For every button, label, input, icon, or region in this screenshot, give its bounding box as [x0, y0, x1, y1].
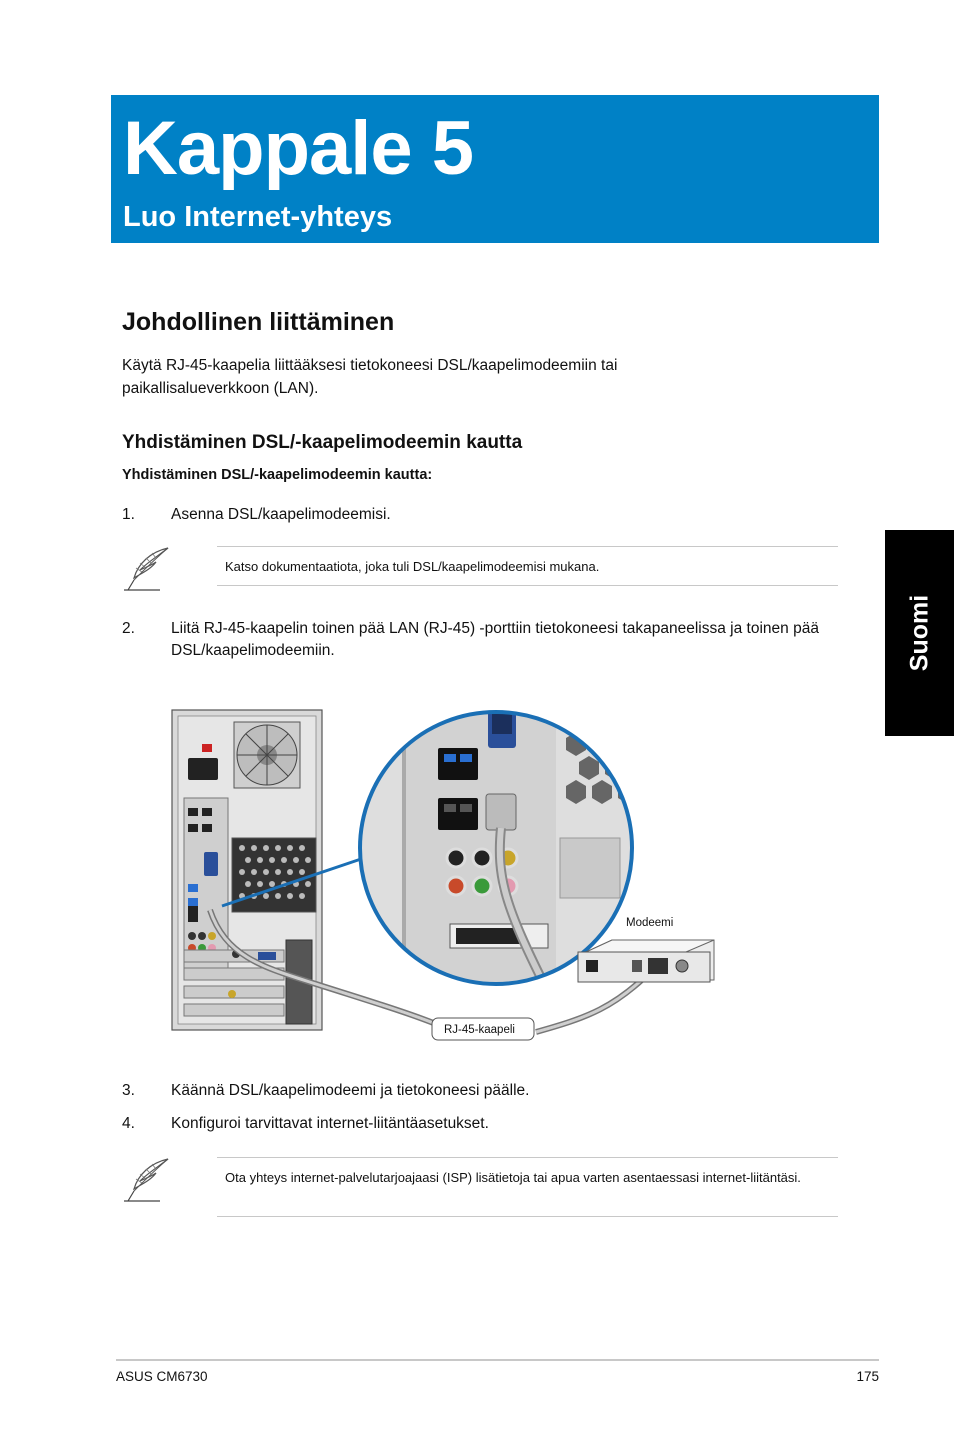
intro-paragraph: Käytä RJ-45-kaapelia liittääksesi tietokoneesi DSL/kaapelimodeemiin tai paikallisalueverkkoon (LAN).: [122, 357, 618, 397]
modem-label: Modeemi: [626, 917, 674, 929]
procedure-title: Yhdistäminen DSL/-kaapelimodeemin kautta:: [122, 467, 433, 483]
page-number: 175: [856, 1369, 879, 1384]
footer-product: ASUS CM6730: [116, 1369, 208, 1384]
step-number: 2.: [122, 620, 135, 637]
step-text: Konfiguroi tarvittavat internet-liitäntäasetukset.: [171, 1115, 489, 1132]
note-rule-bottom: [217, 1216, 838, 1217]
note-rule-top: [217, 546, 838, 547]
step-number: 1.: [122, 506, 135, 523]
pc-tower: [172, 710, 322, 1030]
chapter-title: Kappale 5: [123, 106, 474, 191]
note-text: Katso dokumentaatiota, joka tuli DSL/kaapelimodeemisi mukana.: [225, 559, 600, 574]
note-rule-bottom: [217, 585, 838, 586]
note-rule-top: [217, 1157, 838, 1158]
step-text: Käännä DSL/kaapelimodeemi ja tietokoneesi päälle.: [171, 1082, 530, 1099]
cable-label: RJ-45-kaapeli: [444, 1024, 515, 1036]
note-box-2: [120, 1155, 838, 1219]
step-text: Asenna DSL/kaapelimodeemisi.: [171, 506, 391, 523]
footer-rule: [116, 1359, 879, 1361]
language-tab: [885, 530, 954, 736]
step-number: 3.: [122, 1082, 135, 1099]
feather-pen-icon: [120, 1155, 176, 1207]
section-heading: Johdollinen liittäminen: [122, 308, 395, 336]
language-tab-label: Suomi: [905, 594, 933, 672]
step-number: 4.: [122, 1115, 135, 1132]
chapter-banner: [111, 95, 879, 243]
pc-to-modem-illustration: [166, 688, 716, 1048]
feather-pen-icon: [120, 544, 176, 596]
chapter-subtitle: Luo Internet-yhteys: [123, 201, 393, 233]
note-box-1: [120, 544, 838, 588]
modem: [578, 940, 714, 982]
connection-diagram: [166, 688, 716, 1048]
subsection-heading: Yhdistäminen DSL/-kaapelimodeemin kautta: [122, 432, 523, 453]
note-text: Ota yhteys internet-palvelutarjoajaasi (ISP) lisätietoja tai apua varten asentaessasi internet-liitäntäsi.: [225, 1170, 801, 1185]
step-text: Liitä RJ-45-kaapelin toinen pää LAN (RJ-45) -porttiin tietokoneesi takapaneelissa ja toinen pää DSL/kaapelimodeemiin.: [171, 620, 819, 659]
